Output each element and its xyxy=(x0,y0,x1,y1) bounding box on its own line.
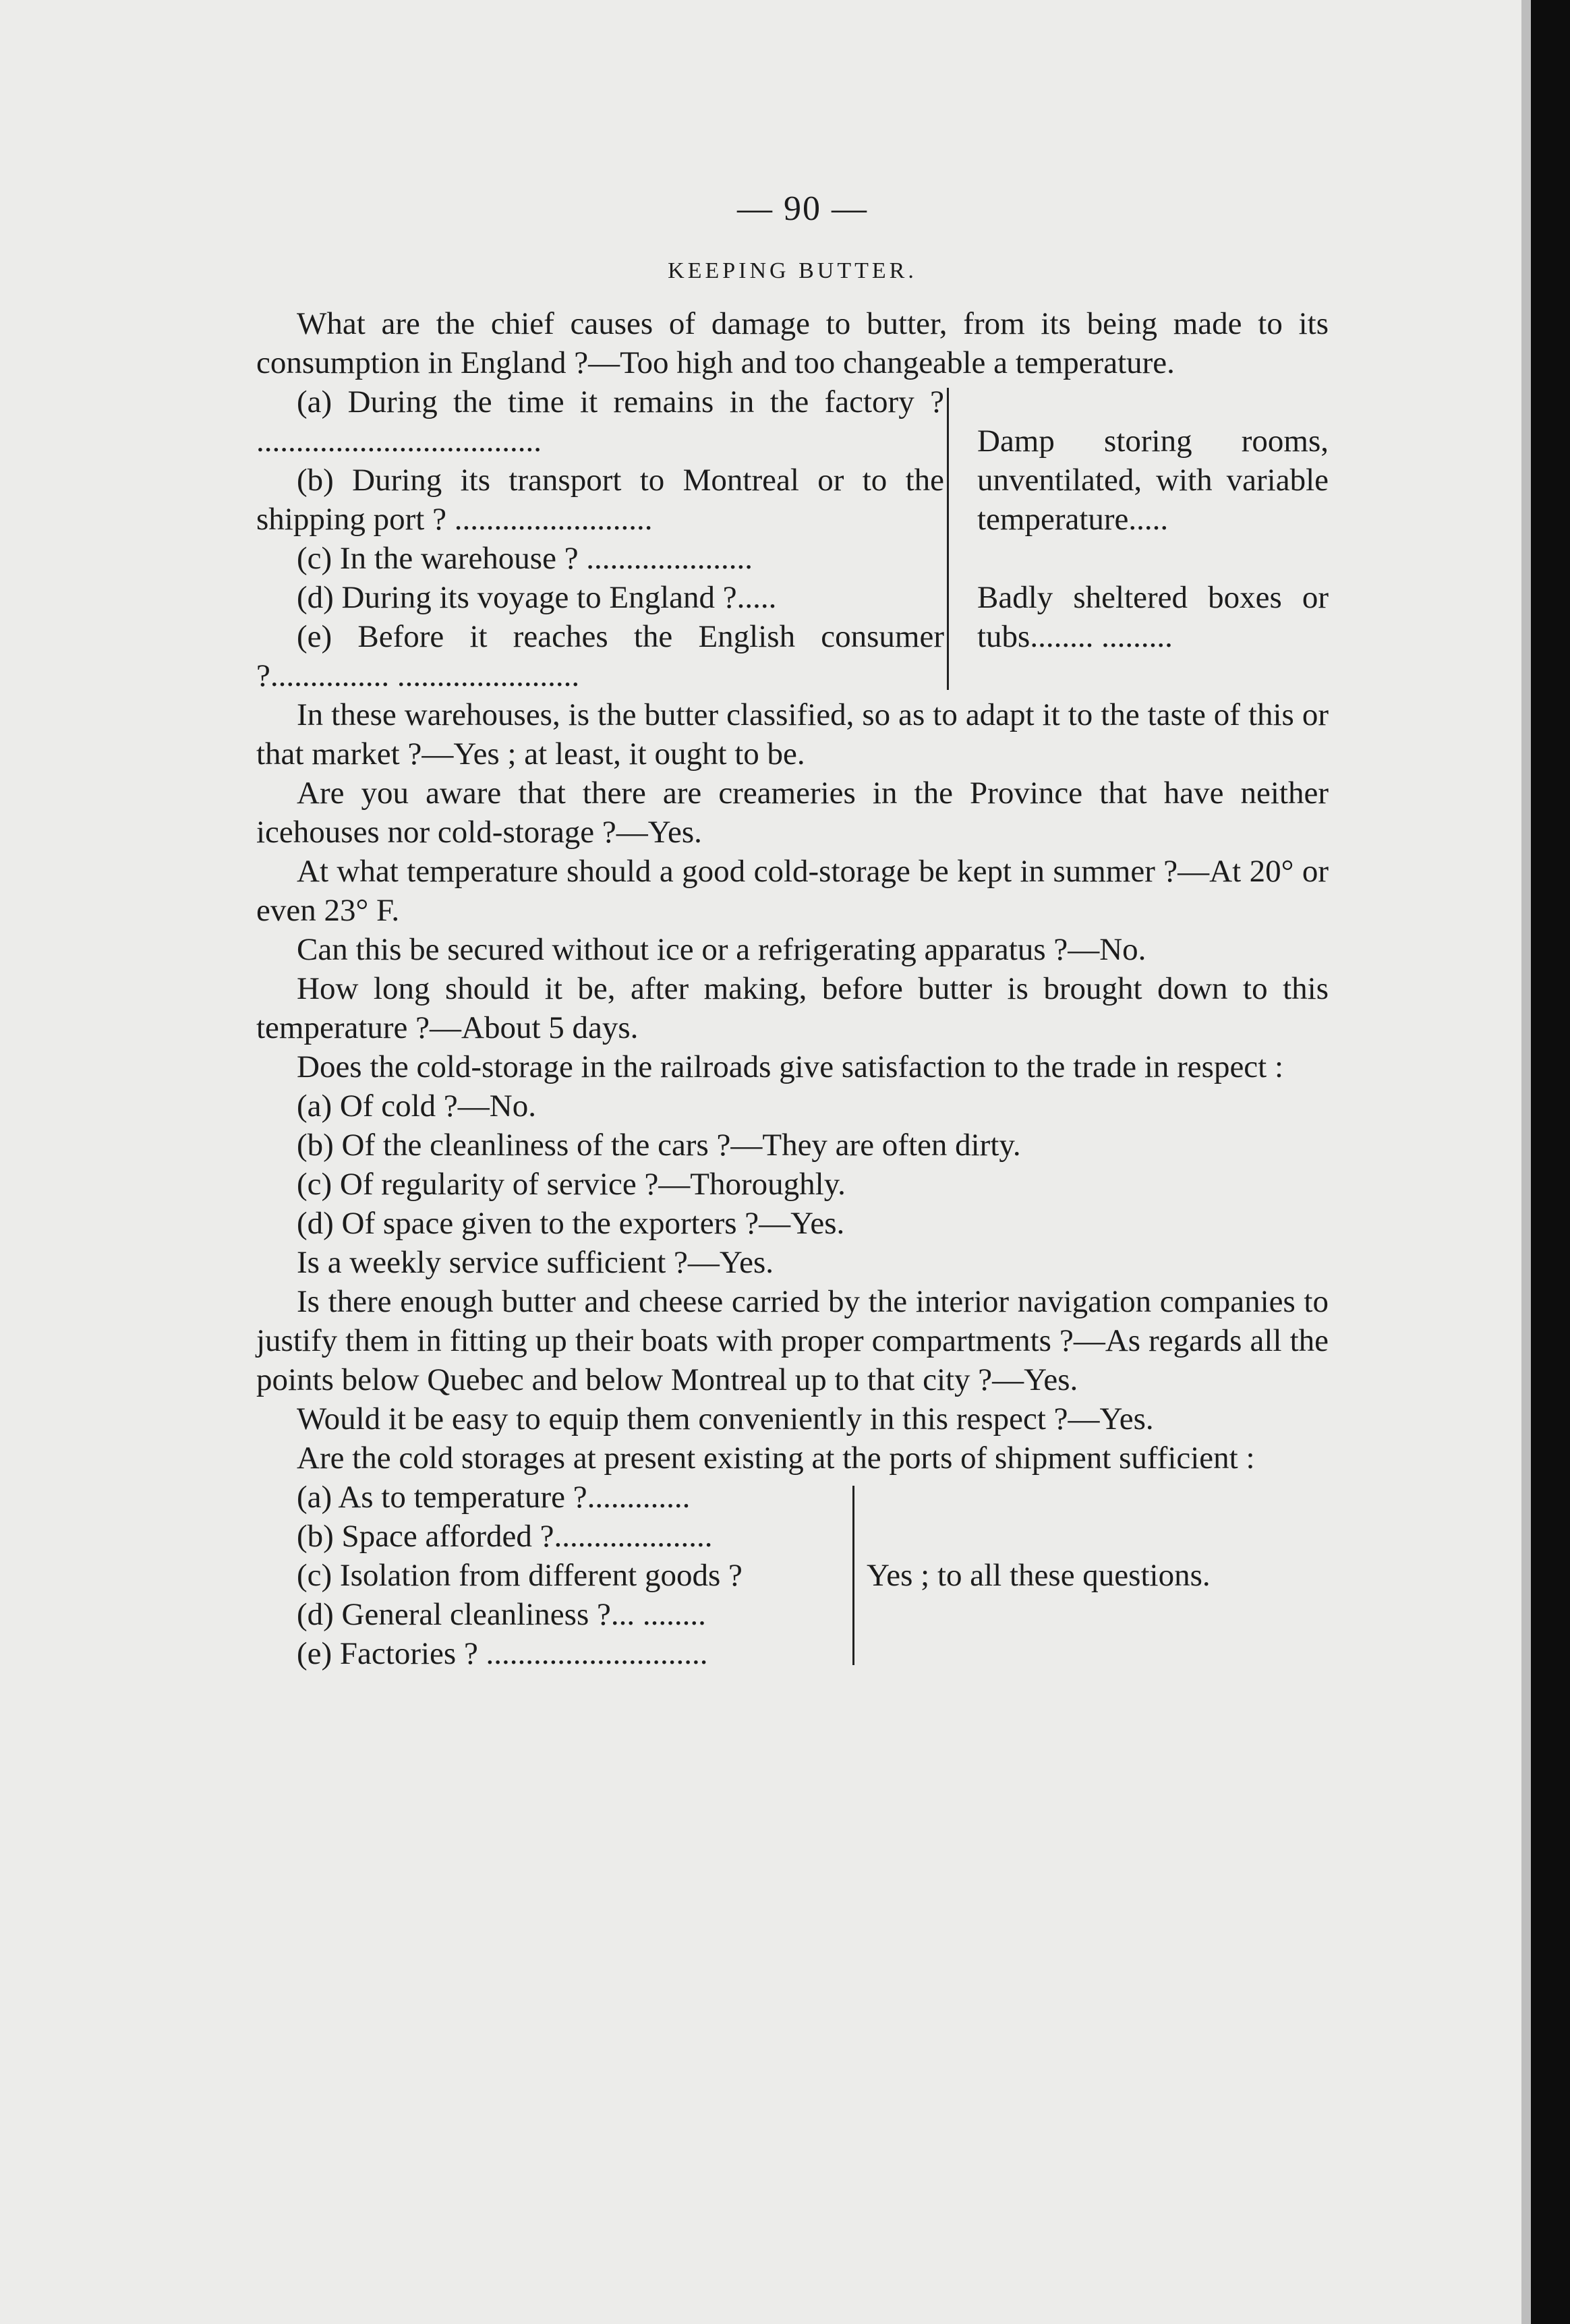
port-item-c: (c) Isolation from different goods ? xyxy=(297,1558,743,1593)
ports-answer: Yes ; to all these questions. xyxy=(867,1558,1211,1593)
rail-item-a: (a) Of cold ?—No. xyxy=(297,1088,536,1124)
damage-causes-questions xyxy=(256,382,944,695)
ports-questions-group xyxy=(256,1478,1329,1673)
document-column xyxy=(256,189,1329,1673)
section-title: KEEPING BUTTER. xyxy=(668,258,917,283)
paragraph-navigation: Is there enough butter and cheese carried by the interior navigation companies to justify them in fitting up their boats with proper compartments ?—As regards all the points below Quebec and below Montreal up to that city ?—Yes. xyxy=(256,1284,1329,1397)
question-c: (c) In the warehouse ? ..................... xyxy=(297,541,753,576)
question-d: (d) During its voyage to England ?..... xyxy=(297,580,777,615)
port-item-a: (a) As to temperature ?............. xyxy=(297,1480,691,1515)
rail-item-d: (d) Of space given to the exporters ?—Yes. xyxy=(297,1206,845,1241)
rail-item-b: (b) Of the cleanliness of the cars ?—They are often dirty. xyxy=(297,1128,1021,1163)
rail-item-c: (c) Of regularity of service ?—Thoroughly. xyxy=(297,1167,846,1202)
answer-storing-rooms: Damp storing rooms, unventilated, with variable temperature..... xyxy=(977,424,1329,537)
paragraph-warehouses: In these warehouses, is the butter classified, so as to adapt it to the taste of this or that market ?—Yes ; at least, it ought to be. xyxy=(256,697,1329,772)
scan-edge-border xyxy=(1531,0,1570,2324)
question-a: (a) During the time it remains in the factory ? .................................... xyxy=(256,384,944,459)
port-item-d: (d) General cleanliness ?... ........ xyxy=(297,1597,706,1632)
paragraph-railroads: Does the cold-storage in the railroads give satisfaction to the trade in respect : xyxy=(297,1049,1284,1084)
damage-causes-group xyxy=(256,382,1329,695)
page-number: — 90 — xyxy=(737,190,868,228)
paragraph-equip: Would it be easy to equip them conveniently in this respect ?—Yes. xyxy=(297,1401,1154,1436)
paragraph-ports: Are the cold storages at present existing at the ports of shipment sufficient : xyxy=(297,1441,1255,1476)
brace-divider xyxy=(836,1486,854,1665)
question-e: (e) Before it reaches the English consumer ?............... ....................... xyxy=(256,619,944,693)
port-item-e: (e) Factories ? ............................ xyxy=(297,1636,708,1671)
damage-causes-answers xyxy=(977,382,1329,695)
bracket-divider xyxy=(947,388,968,690)
answer-boxes: Badly sheltered boxes or tubs........ ......... xyxy=(977,580,1329,654)
intro-paragraph: What are the chief causes of damage to butter, from its being made to its consumption in England ?—Too high and too changeable a temperature. xyxy=(256,306,1329,380)
port-item-b: (b) Space afforded ?.................... xyxy=(297,1519,713,1554)
scan-edge-shadow xyxy=(1521,0,1531,2324)
ports-questions xyxy=(256,1478,836,1673)
question-b: (b) During its transport to Montreal or to the shipping port ? ......................... xyxy=(256,463,944,537)
paragraph-ice: Can this be secured without ice or a refrigerating apparatus ?—No. xyxy=(297,932,1146,967)
paragraph-temperature: At what temperature should a good cold-storage be kept in summer ?—At 20° or even 23° F. xyxy=(256,854,1329,928)
paragraph-cooling-time: How long should it be, after making, before butter is brought down to this temperature ?—About 5 days. xyxy=(256,971,1329,1045)
paragraph-weekly: Is a weekly service sufficient ?—Yes. xyxy=(297,1245,774,1280)
paragraph-creameries: Are you aware that there are creameries in the Province that have neither icehouses nor cold-storage ?—Yes. xyxy=(256,776,1329,850)
